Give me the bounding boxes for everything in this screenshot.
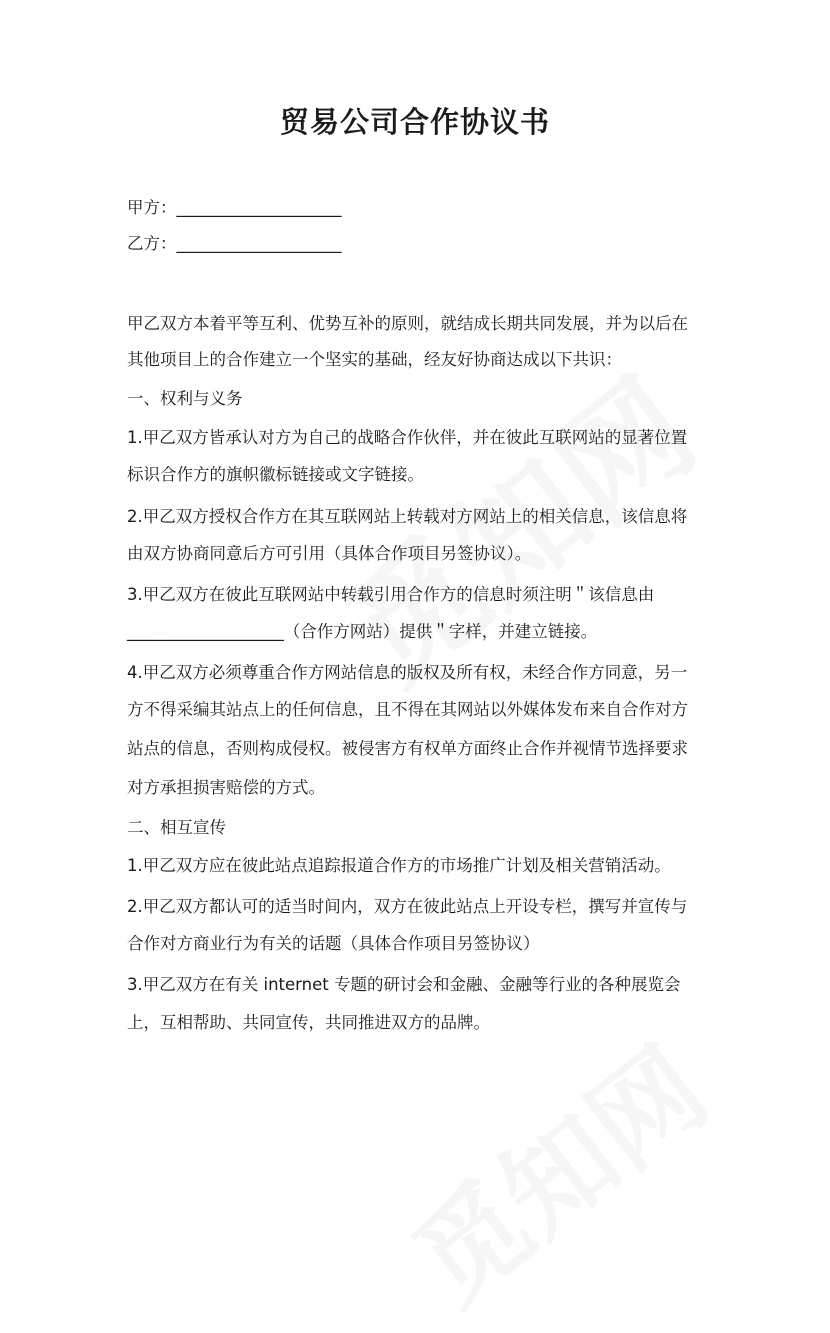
- party-a-line: 甲方：____________________: [127, 198, 342, 217]
- watermark: [376, 1005, 733, 1333]
- clause-line: 1.甲乙双方皆承认对方为自己的战略合作伙伴，并在彼此互联网站的显著位置: [127, 428, 688, 447]
- preamble-line: 甲乙双方本着平等互利、优势互补的原则，就结成长期共同发展，并为以后在: [127, 314, 688, 333]
- party-b-line: 乙方：____________________: [127, 234, 342, 253]
- clause-line: 合作对方商业行为有关的话题（具体合作项目另签协议）: [127, 934, 540, 953]
- clause-line: 2.甲乙双方都认可的适当时间内，双方在彼此站点上开设专栏，撰写并宣传与: [127, 897, 688, 916]
- clause-line: 3.甲乙双方在彼此互联网站中转载引用合作方的信息时须注明＂该信息由: [127, 585, 655, 604]
- clause-line: ___________________（合作方网站）提供＂字样，并建立链接。: [127, 622, 598, 641]
- clause-line: 4.甲乙双方必须尊重合作方网站信息的版权及所有权，未经合作方同意，另一: [127, 663, 688, 682]
- document-title: 贸易公司合作协议书: [279, 105, 550, 139]
- clause-line: 对方承担损害赔偿的方式。: [127, 778, 325, 797]
- preamble-line: 其他项目上的合作建立一个坚实的基础，经友好协商达成以下共识：: [127, 350, 622, 369]
- clause-line: 方不得采编其站点上的任何信息，且不得在其网站以外媒体发布来自合作对方: [127, 700, 688, 719]
- clause-line: 标识合作方的旗帜徽标链接或文字链接。: [127, 465, 424, 484]
- clause-line: 站点的信息，否则构成侵权。被侵害方有权单方面终止合作并视情节选择要求: [127, 739, 688, 758]
- clause-line: 2.甲乙双方授权合作方在其互联网站上转载对方网站上的相关信息，该信息将: [127, 507, 688, 526]
- clause-line: 1.甲乙双方应在彼此站点追踪报道合作方的市场推广计划及相关营销活动。: [127, 856, 671, 875]
- section-heading: 二、相互宣传: [127, 818, 226, 837]
- clause-line: 上，互相帮助、共同宣传，共同推进双方的品牌。: [127, 1013, 490, 1032]
- section-heading: 一、权利与义务: [127, 389, 243, 408]
- clause-line: 由双方协商同意后方可引用（具体合作项目另签协议）。: [127, 544, 532, 563]
- clause-line: 3.甲乙双方在有关 internet 专题的研讨会和金融、金融等行业的各种展览会: [127, 975, 681, 994]
